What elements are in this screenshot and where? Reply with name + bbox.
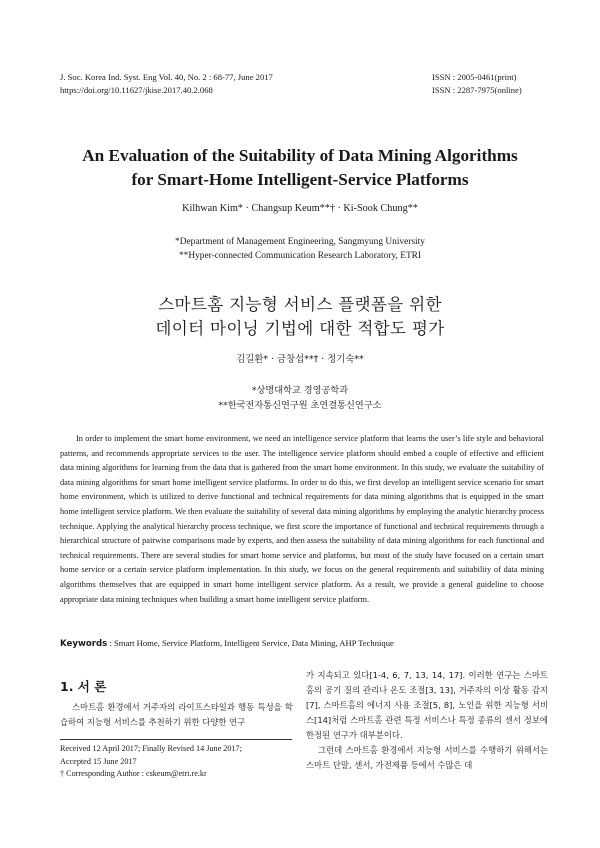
intro-column-right [306, 668, 548, 773]
intro-paragraph-right-1: 가 지속되고 있다[1-4, 6, 7, 13, 14, 17]. 이러한 연구는 스마트홈의 공기 질의 관리나 온도 조절[3, 13], 거주자의 이상 활동 감지[7], 스마트홈의 에너지 사용 조절[5, 8], 노인을 위한 지능형 서비스[14]처럼 스마트홈 관련 특정 서비스나 특정 종류의 센서 정보에 한정된 연구가 대부분이다. [306, 670, 548, 740]
title-ko-line-2: 데이터 마이닝 기법에 대한 적합도 평가 [155, 319, 445, 338]
doi-link[interactable]: https://doi.org/10.11627/jkise.2017.40.2.068 [60, 84, 213, 95]
paper-title-english [30, 144, 570, 191]
journal-citation: J. Soc. Korea Ind. Syst. Eng Vol. 40, No. 2 : 68-77, June 2017 [60, 72, 273, 82]
affiliations-korean [0, 383, 600, 413]
received-date: Received 12 April 2017; Finally Revised 14 June 2017; [60, 744, 242, 753]
issn-print: ISSN : 2005-0461(print) [432, 72, 517, 82]
journal-header [60, 71, 273, 96]
title-ko-line-1: 스마트홈 지능형 서비스 플랫폼을 위한 [158, 295, 442, 314]
intro-paragraph-right-2: 그런데 스마트홈 환경에서 지능형 서비스를 수행하기 위해서는 스마트 단말, 센서, 가전제품 등에서 수많은 데 [306, 745, 548, 770]
affiliation-en-2: **Hyper-connected Communication Research Laboratory, ETRI [178, 251, 422, 261]
affiliation-en-1: *Department of Management Engineering, Sangmyung University [175, 237, 425, 247]
issn-online: ISSN : 2287-7975(online) [432, 84, 522, 95]
intro-paragraph-left: 스마트홈 환경에서 거주자의 라이프스타일과 행동 특성을 학습하여 지능형 서비스를 추천하기 위한 다양한 연구 [60, 702, 293, 727]
keywords-label: Keywords [60, 639, 108, 649]
authors-english: Kilhwan Kim* · Changsup Keum**† · Ki-Sook Chung** [182, 203, 418, 214]
title-en-line-1: An Evaluation of the Suitability of Data Mining Algorithms [82, 146, 518, 165]
title-en-line-2: for Smart-Home Intelligent-Service Platforms [131, 169, 469, 189]
footnote-divider [60, 739, 292, 740]
paper-title-korean [0, 293, 600, 341]
section-heading-introduction: 1. 서 론 [60, 679, 107, 694]
affiliations-english [0, 235, 600, 263]
accepted-date: Accepted 15 June 2017 [60, 756, 137, 766]
keywords [60, 638, 550, 649]
authors-korean: 김길환* · 금창섭**† · 정기숙** [236, 354, 364, 365]
affiliation-ko-1: *상명대학교 경영공학과 [251, 385, 349, 396]
corresponding-author: † Corresponding Author : cskeum@etri.re.kr [60, 769, 207, 778]
footnotes [60, 743, 300, 781]
affiliation-ko-2: **한국전자통신연구원 초연결통신연구소 [218, 400, 382, 411]
abstract: In order to implement the smart home environment, we need an intelligence service platform that learns the user’s life style and behavioral patterns, and recommends appropriate services to the user. The intelligence service platform should embed a couple of effective and efficient data mining algorithms for learning from the data that is gathered from the smart home environment. In this study, we evaluate the suitability of data mining algorithms for smart home intelligent service platforms. In order to do this, we first develop an intelligent service scenario for smart home environment, which is utilized to derive functional and technical requirements for data mining algorithms that is equipped in the smart home intelligent service platform. We then evaluate the suitability of several data mining algorithms by employing the analytic hierarchy process technique. Applying the analytical hierarchy process technique, we first score the importance of functional and technical requirements through a hierarchical structure of pairwise comparisons made by experts, and then assess the suitability of data mining algorithms for each functional and technical requirements. There are several studies for smart home service and platforms, but most of the study have focused on a certain smart home service or a certain service platform implementation. In this study, we focus on the general requirements and suitability of data mining algorithms themselves that are equipped in smart home intelligent service platform. As a result, we provide a general guideline to choose appropriate data mining techniques when building a smart home intelligent service platform. [60, 434, 544, 604]
issn-block [432, 71, 522, 96]
keywords-values: : Smart Home, Service Platform, Intelligent Service, Data Mining, AHP Technique [109, 638, 394, 648]
